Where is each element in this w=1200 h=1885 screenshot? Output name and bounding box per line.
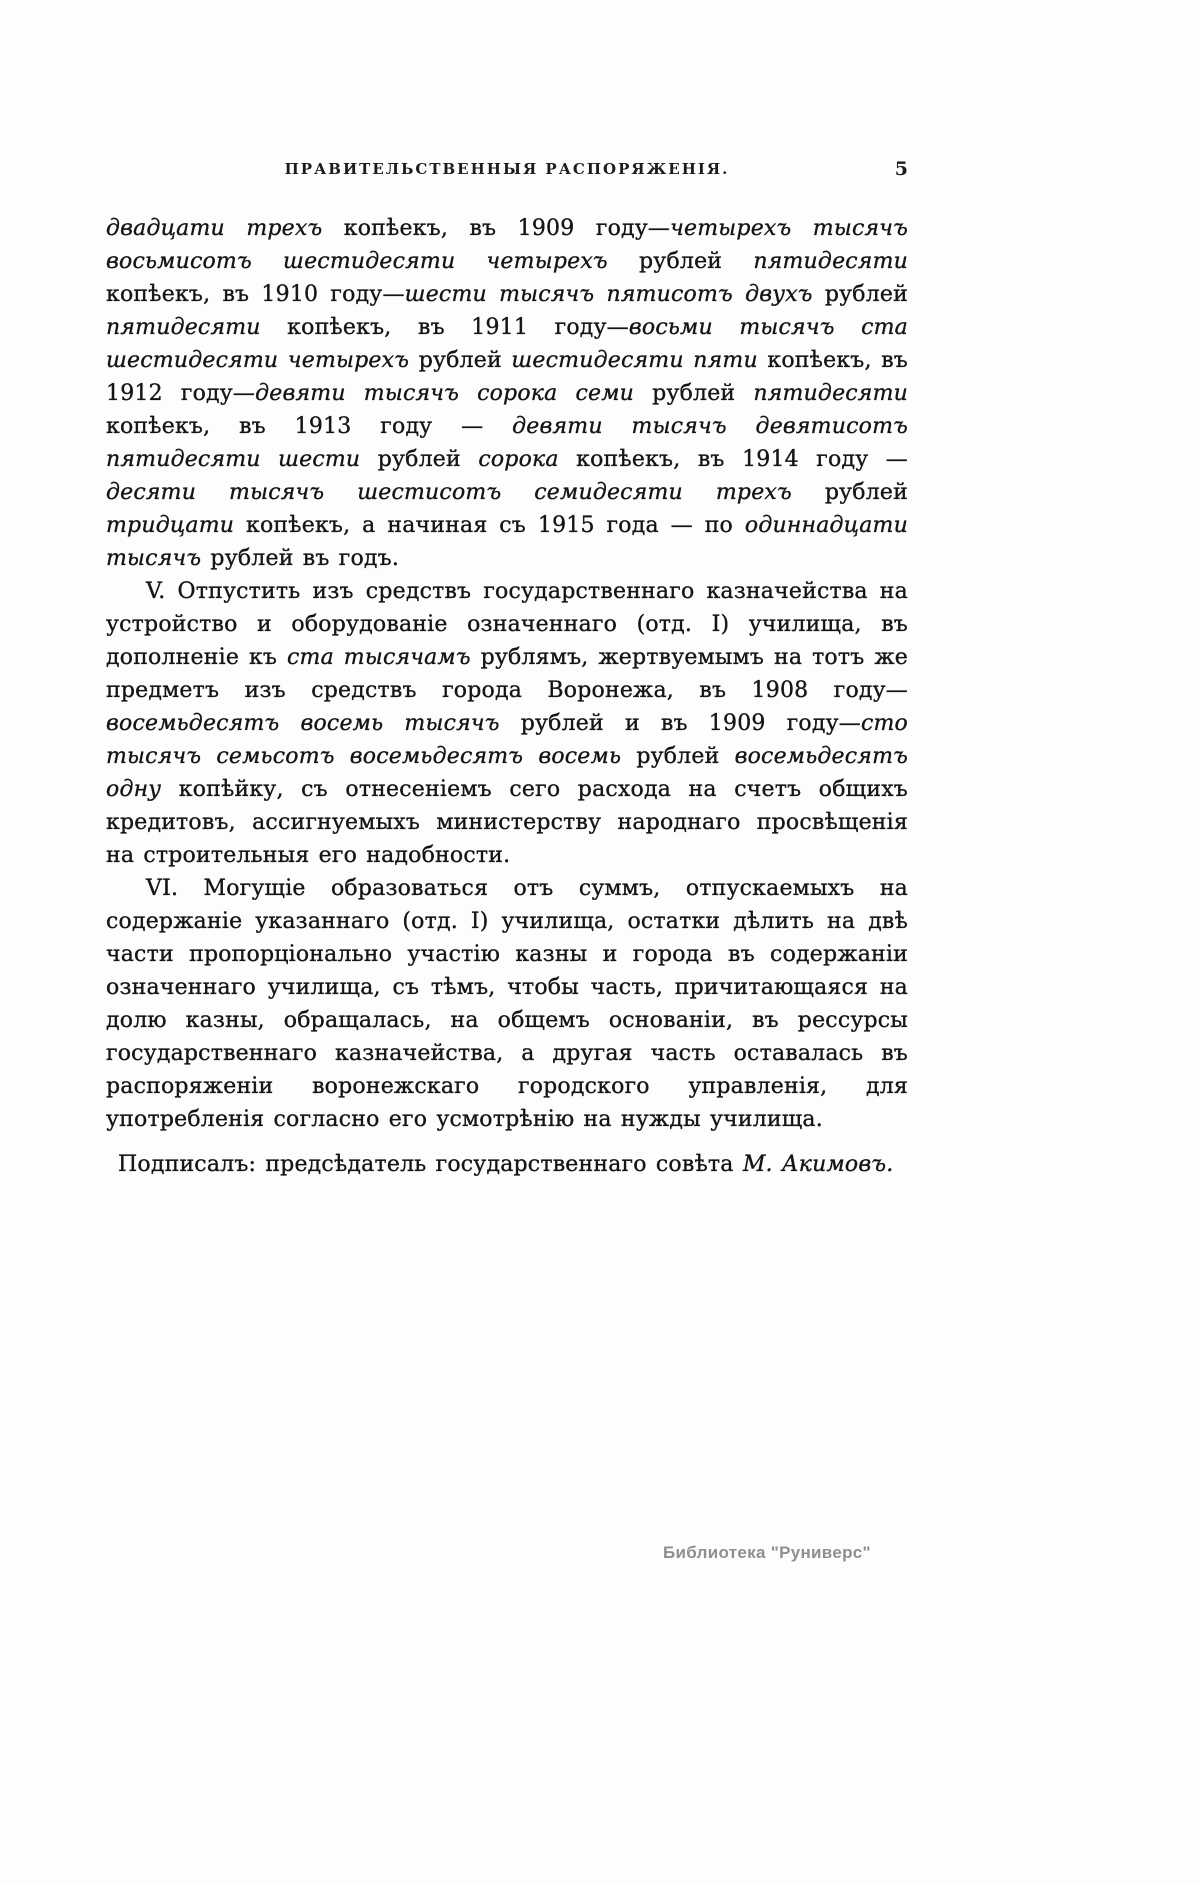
amount-text-italic: шестидесяти пяти xyxy=(511,348,768,373)
signature-line xyxy=(106,1148,908,1181)
amount-text-italic: М. Акимовъ. xyxy=(742,1152,894,1177)
amount-text-italic: сорока xyxy=(478,447,577,472)
body-text: копѣекъ, въ 1911 году— xyxy=(287,315,629,340)
body-text: копѣйку, съ отнесеніемъ сего расхода на счетъ общихъ кредитовъ, ассигнуемыхъ министерству народнаго просвѣщенія на строительныя его надобности. xyxy=(106,777,908,868)
amount-text-italic: девяти тысячъ сорока семи xyxy=(255,381,653,406)
body-text: копѣекъ, а начиная съ 1915 года — по xyxy=(246,513,745,538)
running-title: ПРАВИТЕЛЬСТВЕННЫЯ РАСПОРЯЖЕНІЯ. xyxy=(284,160,730,178)
amount-text-italic: двадцати трехъ xyxy=(106,216,344,241)
body-text: рублей въ годъ. xyxy=(210,546,400,571)
amount-text-italic: девяти тысячъ девятисотъ пятидесяти шести xyxy=(106,414,909,472)
amount-text-italic: десяти тысячъ шестисотъ семидесяти трехъ xyxy=(106,480,825,505)
amount-text-italic: ста тысячамъ xyxy=(286,645,481,670)
body-text: копѣекъ, въ 1909 году— xyxy=(343,216,671,241)
body-text: Подписалъ: предсѣдатель государственнаго совѣта xyxy=(118,1152,743,1177)
amount-text-italic: пятидесяти xyxy=(753,381,909,406)
amount-text-italic: сто тысячъ семьсотъ восемьдесятъ восемь xyxy=(106,711,908,769)
body-text: копѣекъ, въ 1913 году — xyxy=(106,414,513,439)
body-text: рублей xyxy=(639,249,754,274)
body-text: копѣекъ, въ 1912 году— xyxy=(106,348,909,406)
page-number: 5 xyxy=(894,158,908,180)
body-text: рублей xyxy=(377,447,479,472)
amount-text-italic: четырехъ тысячъ восьмисотъ шестидесяти четырехъ xyxy=(106,216,909,274)
body-text: рублей и въ 1909 году— xyxy=(520,711,861,736)
body-text: V. Отпустить изъ средствъ государственнаго казначейства на устройство и оборудованіе означеннаго (отд. I) училища, въ дополненіе къ xyxy=(106,579,908,670)
text-body xyxy=(106,212,908,1181)
amount-text-italic: пятидесяти xyxy=(106,315,288,340)
body-text: рублей xyxy=(636,744,735,769)
body-text: рублей xyxy=(824,282,908,307)
paragraph-item-v xyxy=(106,575,908,872)
body-text: VI. Могущіе образоваться отъ суммъ, отпускаемыхъ на содержаніе указаннаго (отд. I) училища, остатки дѣлить на двѣ части пропорціонально участію казны и города въ содержаніи означеннаго училища, съ тѣмъ, чтобы часть, причитающаяся на долю казны, обращалась, на общемъ основаніи, въ рессурсы государственнаго казначейства, а другая часть оставалась въ распоряженіи воронежскаго городского управленія, для употребленія согласно его усмотрѣнію на нужды училища. xyxy=(106,876,908,1132)
body-text: рублей xyxy=(418,348,512,373)
amount-text-italic: одиннадцати тысячъ xyxy=(106,513,908,571)
paragraph-item-vi xyxy=(106,872,908,1136)
library-watermark: Библиотека "Руниверс" xyxy=(663,1543,871,1562)
amount-text-italic: восемьдесятъ одну xyxy=(106,744,908,802)
body-text: рублямъ, жертвуемымъ на тотъ же предметъ изъ средствъ города Воронежа, въ 1908 году— xyxy=(106,645,908,703)
page-header xyxy=(106,160,908,184)
body-text: копѣекъ, въ 1914 году — xyxy=(576,447,909,472)
amount-text-italic: пятидесяти xyxy=(753,249,909,274)
body-text: копѣекъ, въ 1910 году— xyxy=(106,282,405,307)
body-text: рублей xyxy=(824,480,908,505)
body-text: рублей xyxy=(652,381,754,406)
amount-text-italic: шести тысячъ пятисотъ двухъ xyxy=(404,282,825,307)
amount-text-italic: тридцати xyxy=(106,513,247,538)
page-content xyxy=(106,160,908,1181)
amount-text-italic: восьми тысячъ ста шестидесяти четырехъ xyxy=(106,315,908,373)
paragraph-continuation xyxy=(106,212,908,575)
amount-text-italic: восемьдесятъ восемь тысячъ xyxy=(106,711,521,736)
